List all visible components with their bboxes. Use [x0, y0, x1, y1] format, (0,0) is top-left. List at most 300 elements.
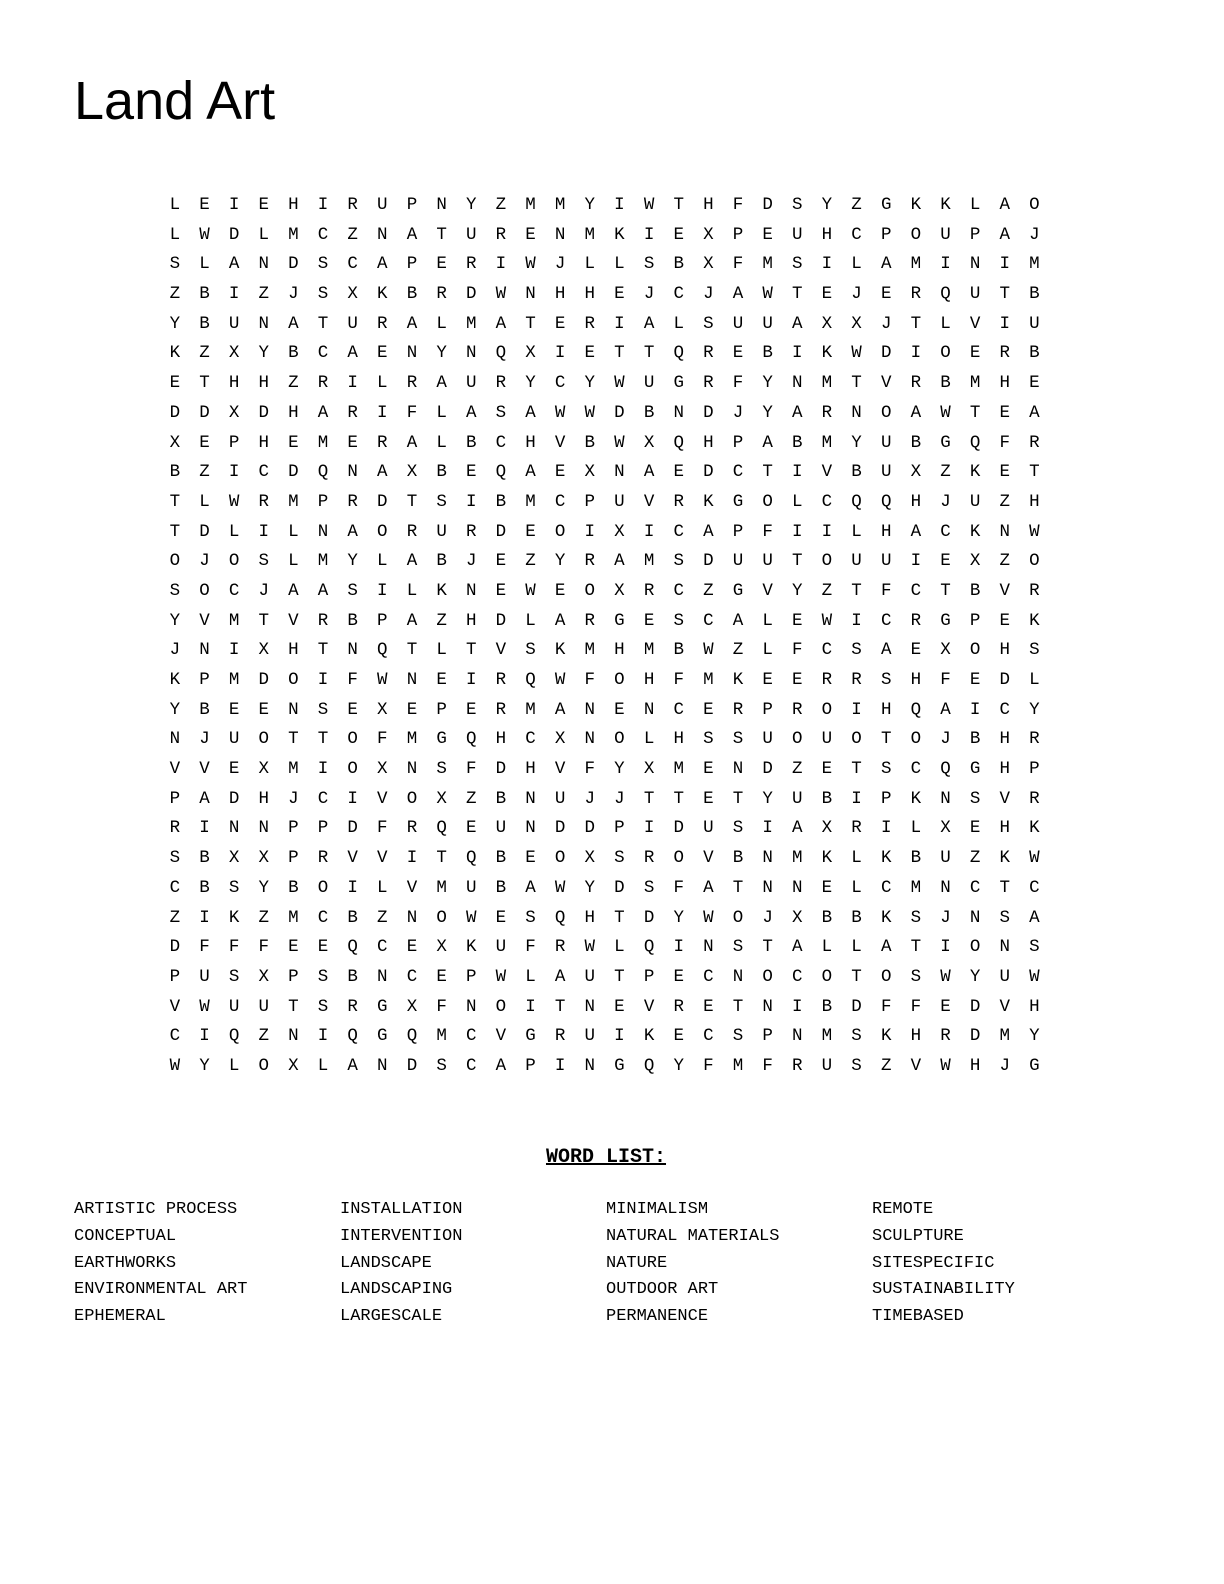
grid-letter: S: [614, 848, 625, 869]
grid-letter: Z: [288, 373, 299, 394]
grid-letter: O: [851, 729, 862, 750]
grid-letter: V: [821, 462, 833, 483]
grid-letter: W: [554, 670, 566, 690]
grid-letter: E: [792, 670, 803, 690]
grid-letter: E: [377, 343, 388, 364]
grid-letter: E: [554, 462, 566, 483]
grid-letter: Y: [436, 343, 447, 364]
grid-letter: U: [199, 966, 210, 987]
grid-letter: V: [643, 491, 655, 512]
grid-letter: M: [910, 877, 922, 898]
grid-letter: R: [465, 254, 477, 275]
grid-letter: M: [1029, 254, 1040, 275]
grid-letter: O: [880, 966, 892, 987]
grid-letter: F: [347, 670, 358, 690]
grid-letter: L: [673, 313, 684, 334]
grid-letter: E: [436, 670, 447, 690]
grid-letter: K: [228, 907, 240, 928]
grid-letter: L: [436, 313, 447, 334]
grid-letter: S: [673, 610, 684, 631]
grid-letter: H: [465, 610, 477, 631]
grid-letter: N: [614, 462, 625, 483]
grid-letter: C: [821, 491, 833, 512]
grid-letter: E: [673, 462, 684, 483]
grid-letter: S: [436, 759, 447, 780]
grid-letter: S: [169, 848, 181, 869]
grid-letter: K: [169, 670, 181, 690]
grid-letter: U: [495, 937, 507, 958]
grid-letter: A: [999, 195, 1011, 215]
letter-grid: [160, 191, 1049, 1082]
grid-letter: A: [643, 462, 655, 483]
grid-letter: E: [614, 699, 625, 720]
grid-letter: R: [1029, 788, 1040, 809]
grid-letter: W: [940, 966, 951, 987]
grid-letter: H: [880, 521, 892, 542]
grid-letter: N: [228, 818, 240, 839]
grid-letter: A: [347, 521, 358, 542]
grid-letter: Y: [614, 759, 625, 780]
grid-letter: U: [969, 491, 981, 512]
grid-letter: A: [792, 937, 803, 958]
grid-letter: E: [999, 402, 1011, 423]
grid-letter: B: [288, 343, 299, 364]
grid-letter: T: [910, 313, 922, 334]
grid-letter: K: [910, 788, 922, 809]
grid-letter: R: [169, 818, 181, 839]
grid-letter: J: [732, 402, 744, 423]
grid-letter: H: [288, 195, 299, 215]
grid-letter: O: [673, 848, 684, 869]
grid-letter: N: [347, 462, 358, 483]
grid-letter: O: [406, 788, 418, 809]
grid-letter: X: [910, 462, 922, 483]
grid-letter: N: [317, 521, 329, 542]
grid-letter: Q: [851, 491, 862, 512]
grid-letter: P: [228, 432, 240, 453]
grid-letter: E: [199, 432, 210, 453]
grid-letter: X: [288, 1055, 299, 1076]
grid-letter: C: [792, 966, 803, 987]
grid-letter: Y: [169, 699, 181, 720]
grid-letter: A: [406, 313, 418, 334]
grid-letter: F: [436, 996, 447, 1017]
grid-letter: H: [643, 670, 655, 690]
grid-letter: Z: [495, 195, 507, 215]
grid-letter: U: [792, 224, 803, 245]
grid-letter: A: [288, 313, 299, 334]
grid-letter: I: [317, 670, 329, 690]
grid-letter: W: [614, 373, 625, 394]
grid-letter: N: [792, 1026, 803, 1047]
grid-letter: N: [525, 284, 536, 305]
grid-letter: R: [851, 818, 862, 839]
grid-letter: T: [288, 729, 299, 750]
grid-letter: T: [169, 521, 181, 542]
grid-row: [160, 725, 1049, 755]
grid-letter: X: [940, 818, 951, 839]
grid-letter: T: [732, 788, 744, 809]
grid-letter: X: [614, 521, 625, 542]
grid-letter: E: [525, 521, 536, 542]
grid-row: [160, 280, 1049, 310]
grid-letter: I: [643, 224, 655, 245]
grid-letter: M: [317, 432, 329, 453]
grid-letter: S: [732, 937, 744, 958]
grid-row: [160, 339, 1049, 369]
grid-letter: E: [969, 670, 981, 690]
grid-letter: D: [584, 818, 596, 839]
word-list-item: SITESPECIFIC: [872, 1253, 995, 1273]
grid-letter: F: [732, 254, 744, 275]
grid-letter: A: [880, 640, 892, 661]
grid-letter: U: [821, 729, 833, 750]
grid-letter: S: [910, 907, 922, 928]
grid-letter: L: [525, 610, 536, 631]
grid-letter: Q: [673, 343, 684, 364]
grid-letter: C: [317, 343, 329, 364]
grid-letter: N: [940, 788, 951, 809]
grid-letter: R: [406, 373, 418, 394]
grid-letter: M: [317, 551, 329, 572]
grid-letter: O: [614, 729, 625, 750]
grid-letter: K: [465, 937, 477, 958]
grid-letter: R: [673, 996, 684, 1017]
grid-letter: N: [525, 788, 536, 809]
grid-letter: E: [969, 343, 981, 364]
grid-letter: B: [495, 788, 507, 809]
grid-letter: T: [762, 937, 773, 958]
grid-letter: U: [228, 996, 240, 1017]
grid-letter: A: [347, 1055, 358, 1076]
grid-letter: G: [969, 759, 981, 780]
grid-letter: F: [525, 937, 536, 958]
grid-letter: V: [495, 1026, 507, 1047]
grid-letter: A: [614, 551, 625, 572]
grid-letter: O: [199, 580, 210, 601]
grid-row: [160, 1022, 1049, 1052]
grid-letter: P: [525, 1055, 536, 1076]
grid-letter: E: [703, 788, 714, 809]
grid-letter: X: [703, 224, 714, 245]
grid-letter: Q: [436, 818, 447, 839]
grid-letter: M: [228, 610, 240, 631]
grid-letter: C: [732, 462, 744, 483]
grid-letter: A: [999, 224, 1011, 245]
grid-letter: V: [199, 610, 210, 631]
grid-letter: C: [258, 462, 269, 483]
grid-letter: Z: [258, 1026, 269, 1047]
grid-letter: L: [762, 610, 773, 631]
grid-letter: N: [465, 343, 477, 364]
grid-letter: U: [851, 551, 862, 572]
grid-letter: U: [732, 313, 744, 334]
grid-letter: O: [821, 966, 833, 987]
grid-letter: V: [169, 996, 181, 1017]
grid-letter: D: [762, 195, 773, 215]
grid-letter: D: [880, 343, 892, 364]
grid-letter: B: [199, 313, 210, 334]
grid-letter: R: [703, 343, 714, 364]
grid-letter: L: [851, 877, 862, 898]
page-title: Land Art: [74, 71, 276, 131]
grid-letter: P: [732, 521, 744, 542]
grid-letter: R: [1029, 432, 1040, 453]
grid-letter: X: [377, 759, 388, 780]
grid-letter: P: [317, 818, 329, 839]
grid-letter: E: [673, 224, 684, 245]
grid-letter: X: [228, 343, 240, 364]
grid-letter: I: [910, 343, 922, 364]
grid-letter: N: [643, 699, 655, 720]
grid-letter: E: [554, 580, 566, 601]
grid-letter: P: [880, 788, 892, 809]
grid-letter: M: [762, 254, 773, 275]
grid-letter: R: [554, 937, 566, 958]
grid-letter: E: [910, 640, 922, 661]
grid-letter: J: [288, 788, 299, 809]
grid-letter: Q: [880, 491, 892, 512]
grid-letter: A: [228, 254, 240, 275]
grid-letter: M: [792, 848, 803, 869]
grid-letter: U: [228, 313, 240, 334]
grid-letter: C: [880, 877, 892, 898]
grid-letter: B: [910, 848, 922, 869]
grid-row: [160, 250, 1049, 280]
grid-letter: E: [584, 343, 596, 364]
grid-letter: W: [1029, 521, 1040, 542]
grid-letter: V: [554, 759, 566, 780]
grid-letter: Y: [347, 551, 358, 572]
grid-letter: Z: [703, 580, 714, 601]
grid-letter: C: [969, 877, 981, 898]
word-list-item: SCULPTURE: [872, 1226, 964, 1246]
grid-letter: O: [732, 907, 744, 928]
word-list-item: ENVIRONMENTAL ART: [74, 1280, 248, 1300]
grid-letter: E: [703, 996, 714, 1017]
grid-letter: Y: [1029, 1026, 1040, 1047]
grid-letter: Q: [228, 1026, 240, 1047]
grid-letter: Y: [584, 373, 596, 394]
grid-letter: K: [999, 848, 1011, 869]
grid-letter: Z: [436, 610, 447, 631]
grid-letter: C: [465, 1026, 477, 1047]
word-list-item: OUTDOOR ART: [606, 1280, 719, 1300]
grid-letter: X: [228, 848, 240, 869]
grid-letter: S: [880, 759, 892, 780]
grid-letter: C: [347, 254, 358, 275]
grid-letter: Y: [169, 610, 181, 631]
grid-letter: J: [940, 491, 951, 512]
grid-letter: M: [910, 254, 922, 275]
grid-letter: S: [1029, 937, 1040, 958]
grid-letter: U: [732, 551, 744, 572]
grid-letter: A: [317, 580, 329, 601]
grid-row: [160, 488, 1049, 518]
grid-letter: P: [1029, 759, 1040, 780]
grid-letter: C: [851, 224, 862, 245]
grid-letter: W: [377, 670, 388, 690]
grid-letter: R: [851, 670, 862, 690]
grid-letter: E: [406, 699, 418, 720]
grid-letter: K: [940, 195, 951, 215]
grid-letter: F: [377, 729, 388, 750]
grid-letter: I: [228, 284, 240, 305]
grid-letter: Q: [317, 462, 329, 483]
grid-letter: U: [584, 1026, 596, 1047]
grid-letter: S: [169, 254, 181, 275]
grid-letter: N: [969, 907, 981, 928]
grid-letter: E: [1029, 373, 1040, 394]
grid-letter: R: [673, 491, 684, 512]
grid-letter: B: [673, 254, 684, 275]
grid-letter: R: [317, 848, 329, 869]
grid-letter: B: [199, 848, 210, 869]
grid-letter: B: [1029, 343, 1040, 364]
grid-letter: E: [703, 699, 714, 720]
grid-row: [160, 636, 1049, 666]
grid-letter: P: [969, 224, 981, 245]
grid-letter: T: [969, 402, 981, 423]
grid-letter: B: [199, 699, 210, 720]
grid-letter: B: [495, 877, 507, 898]
grid-letter: E: [495, 551, 507, 572]
grid-letter: E: [495, 907, 507, 928]
grid-letter: Y: [969, 966, 981, 987]
grid-letter: E: [673, 966, 684, 987]
grid-letter: S: [228, 877, 240, 898]
grid-letter: E: [347, 699, 358, 720]
grid-letter: C: [910, 759, 922, 780]
grid-letter: S: [436, 491, 447, 512]
grid-letter: N: [288, 699, 299, 720]
grid-letter: F: [762, 1055, 773, 1076]
grid-letter: D: [703, 402, 714, 423]
grid-letter: Z: [199, 343, 210, 364]
grid-letter: V: [969, 313, 981, 334]
grid-letter: P: [732, 224, 744, 245]
word-list-item: REMOTE: [872, 1200, 934, 1219]
grid-letter: L: [643, 729, 655, 750]
grid-letter: R: [999, 343, 1011, 364]
grid-letter: U: [762, 313, 773, 334]
grid-letter: F: [762, 521, 773, 542]
grid-letter: A: [525, 877, 536, 898]
grid-letter: W: [703, 907, 714, 928]
grid-letter: A: [792, 313, 803, 334]
grid-letter: J: [258, 580, 269, 601]
grid-letter: V: [406, 877, 418, 898]
grid-letter: R: [495, 699, 507, 720]
grid-letter: D: [199, 402, 210, 423]
grid-letter: I: [880, 818, 892, 839]
grid-letter: R: [258, 491, 269, 512]
grid-letter: A: [1029, 402, 1040, 423]
grid-letter: Z: [851, 195, 862, 215]
grid-letter: E: [614, 284, 625, 305]
grid-letter: Y: [762, 373, 773, 394]
grid-letter: A: [732, 284, 744, 305]
grid-letter: R: [1029, 580, 1040, 601]
grid-letter: O: [910, 224, 922, 245]
grid-row: [160, 963, 1049, 993]
grid-letter: A: [495, 1055, 507, 1076]
grid-letter: B: [969, 729, 981, 750]
grid-letter: H: [584, 907, 596, 928]
grid-letter: C: [465, 1055, 477, 1076]
grid-letter: U: [703, 818, 714, 839]
grid-letter: P: [762, 1026, 773, 1047]
grid-letter: V: [347, 848, 358, 869]
grid-letter: L: [762, 640, 773, 661]
grid-letter: S: [169, 580, 181, 601]
grid-letter: O: [821, 551, 833, 572]
grid-letter: T: [406, 491, 418, 512]
grid-letter: Y: [821, 195, 833, 215]
grid-letter: P: [969, 610, 981, 631]
grid-letter: N: [347, 640, 358, 661]
grid-letter: U: [554, 788, 566, 809]
grid-letter: C: [703, 1026, 714, 1047]
grid-letter: H: [288, 402, 299, 423]
grid-letter: E: [732, 343, 744, 364]
grid-letter: J: [880, 313, 892, 334]
grid-letter: S: [792, 254, 803, 275]
grid-letter: T: [554, 996, 566, 1017]
grid-letter: C: [999, 699, 1011, 720]
grid-letter: U: [614, 491, 625, 512]
grid-letter: B: [347, 907, 358, 928]
grid-letter: R: [465, 521, 477, 542]
grid-letter: R: [584, 551, 596, 572]
grid-letter: T: [940, 580, 951, 601]
grid-letter: E: [465, 462, 477, 483]
grid-letter: Q: [377, 640, 388, 661]
grid-letter: U: [347, 313, 358, 334]
grid-letter: L: [851, 937, 862, 958]
grid-letter: T: [436, 848, 447, 869]
grid-letter: S: [999, 907, 1011, 928]
word-list-column: [74, 1197, 334, 1331]
grid-letter: Z: [169, 284, 181, 305]
grid-letter: X: [821, 313, 833, 334]
grid-letter: Y: [762, 788, 773, 809]
grid-letter: R: [406, 818, 418, 839]
grid-letter: O: [317, 877, 329, 898]
grid-letter: S: [317, 284, 329, 305]
grid-letter: W: [821, 610, 833, 631]
grid-letter: R: [792, 1055, 803, 1076]
grid-letter: E: [940, 996, 951, 1017]
grid-letter: W: [643, 195, 655, 215]
grid-letter: U: [792, 788, 803, 809]
grid-letter: B: [821, 996, 833, 1017]
grid-letter: H: [525, 759, 536, 780]
grid-letter: O: [436, 907, 447, 928]
grid-letter: I: [525, 996, 536, 1017]
grid-letter: A: [317, 402, 329, 423]
grid-letter: M: [288, 491, 299, 512]
grid-letter: F: [228, 937, 240, 958]
grid-letter: R: [1029, 729, 1040, 750]
grid-letter: S: [347, 580, 358, 601]
grid-letter: N: [465, 580, 477, 601]
grid-letter: Y: [465, 195, 477, 215]
grid-letter: C: [406, 966, 418, 987]
grid-letter: Q: [554, 907, 566, 928]
word-list-item: INSTALLATION: [340, 1200, 463, 1219]
grid-letter: N: [258, 818, 269, 839]
